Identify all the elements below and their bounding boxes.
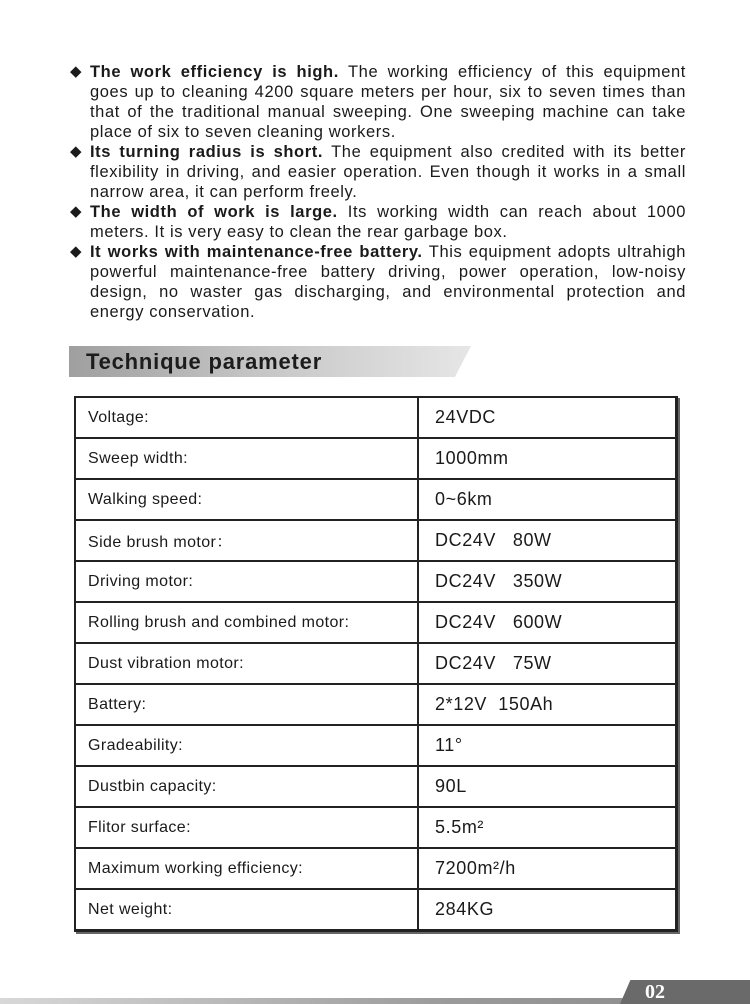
table-row xyxy=(75,561,677,602)
feature-item xyxy=(70,62,686,142)
section-title: Technique parameter xyxy=(86,349,323,374)
param-value: 90L xyxy=(418,766,677,807)
table-row xyxy=(75,889,677,931)
table-row xyxy=(75,520,677,561)
param-value: 7200m²/h xyxy=(418,848,677,889)
table-row xyxy=(75,807,677,848)
feature-text: The working efficiency of this equipment goes up to cleaning 4200 square meters per hour, six to seven times than that of the traditional manual sweeping. One sweeping machine can take place of six to seven cleaning workers. xyxy=(90,63,686,141)
param-value: DC24V 600W xyxy=(418,602,677,643)
param-label: Dust vibration motor: xyxy=(75,643,418,684)
feature-title: The work efficiency is high. xyxy=(90,63,339,81)
param-value: 0~6km xyxy=(418,479,677,520)
table-row xyxy=(75,848,677,889)
param-value: 11° xyxy=(418,725,677,766)
table-row xyxy=(75,643,677,684)
param-label: Walking speed: xyxy=(75,479,418,520)
param-value: 2*12V 150Ah xyxy=(418,684,677,725)
param-label: Driving motor: xyxy=(75,561,418,602)
feature-title: Its turning radius is short. xyxy=(90,143,324,161)
feature-text: Its working width can reach about 1000 meters. It is very easy to clean the rear garbage box. xyxy=(90,203,686,241)
table-row xyxy=(75,479,677,520)
diamond-bullet-icon: ◆ xyxy=(70,243,83,260)
feature-title: The width of work is large. xyxy=(90,203,338,221)
param-label: Voltage: xyxy=(75,397,418,438)
diamond-bullet-icon: ◆ xyxy=(70,143,83,160)
param-value: 1000mm xyxy=(418,438,677,479)
param-label: Flitor surface: xyxy=(75,807,418,848)
diamond-bullet-icon: ◆ xyxy=(70,63,83,80)
table-row xyxy=(75,397,677,438)
feature-list xyxy=(70,62,686,322)
table-row xyxy=(75,684,677,725)
table-row xyxy=(75,766,677,807)
param-label: Net weight: xyxy=(75,889,418,931)
param-label: Side brush motor： xyxy=(75,520,418,561)
param-label: Maximum working efficiency: xyxy=(75,848,418,889)
table-row xyxy=(75,602,677,643)
param-label: Rolling brush and combined motor: xyxy=(75,602,418,643)
feature-text: The equipment also credited with its better flexibility in driving, and easier operation. Even though it works in a small narrow area, it can perform freely. xyxy=(90,143,686,201)
feature-title: It works with maintenance-free battery. xyxy=(90,243,423,261)
param-value: 284KG xyxy=(418,889,677,931)
page-number: 02 xyxy=(645,981,665,1003)
feature-item xyxy=(70,202,686,242)
param-label: Battery: xyxy=(75,684,418,725)
feature-item xyxy=(70,242,686,322)
param-value: DC24V 80W xyxy=(418,520,677,561)
feature-item xyxy=(70,142,686,202)
param-label: Dustbin capacity: xyxy=(75,766,418,807)
parameter-table xyxy=(74,396,678,932)
param-value: DC24V 350W xyxy=(418,561,677,602)
diamond-bullet-icon: ◆ xyxy=(70,203,83,220)
param-label: Gradeability: xyxy=(75,725,418,766)
table-row xyxy=(75,438,677,479)
param-value: 24VDC xyxy=(418,397,677,438)
param-label: Sweep width: xyxy=(75,438,418,479)
table-row xyxy=(75,725,677,766)
param-value: DC24V 75W xyxy=(418,643,677,684)
param-value: 5.5m² xyxy=(418,807,677,848)
feature-text: This equipment adopts ultrahigh powerful maintenance-free battery driving, power operation, low-noisy design, no waster gas discharging, and environmental protection and energy conservation. xyxy=(90,243,686,321)
